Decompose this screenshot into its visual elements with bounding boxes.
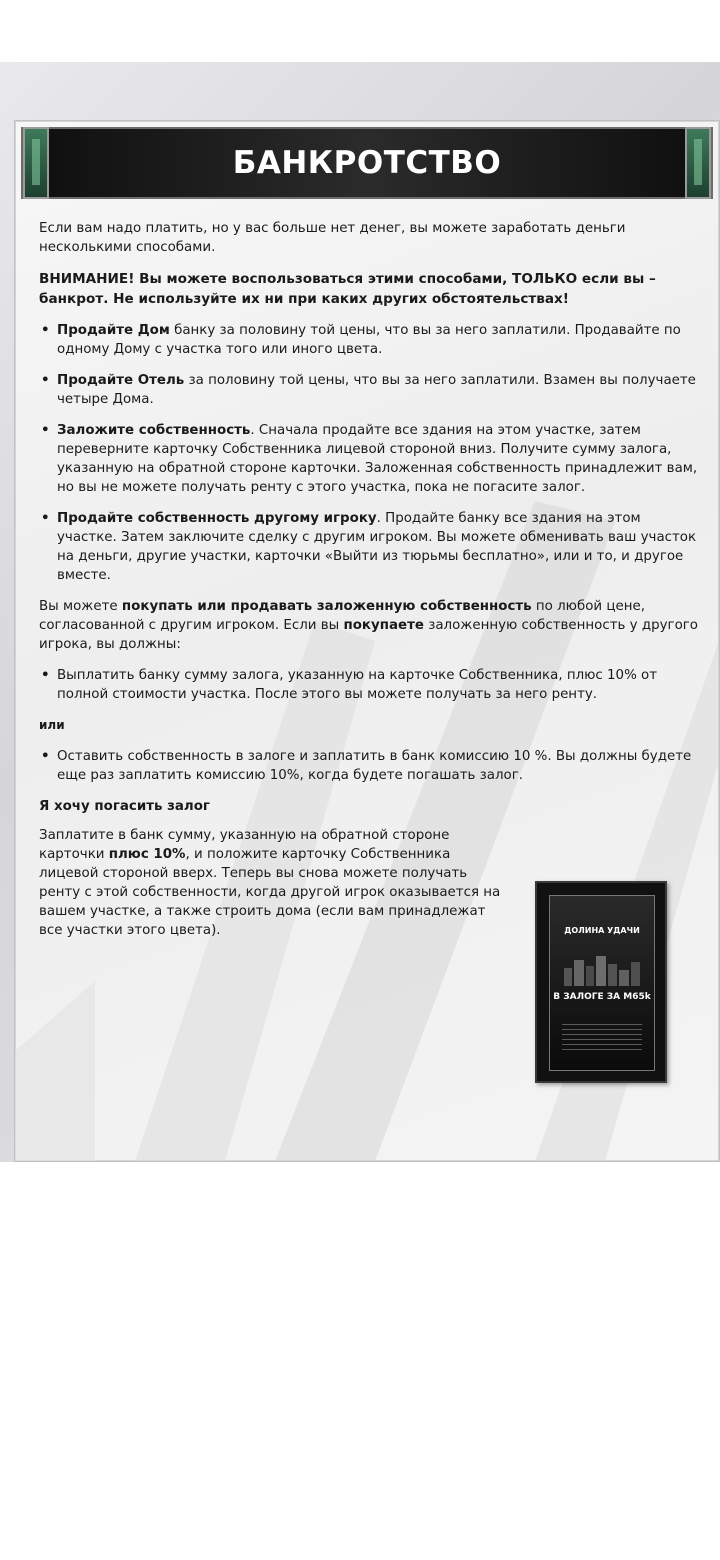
bold-run: плюс 10% bbox=[108, 847, 186, 862]
list-item bbox=[39, 371, 699, 409]
text-run: Заплатите в банк сумму, указанную на обратной стороне карточки bbox=[39, 828, 450, 862]
bold-run: покупать или продавать заложенную собственность bbox=[121, 599, 532, 614]
method-text: . Продайте банку все здания на этом участке. Затем заключите сделку с другим игроком. Вы можете обменивать ваш участок на деньги, другие участки, карточки «Выйти из тюрьмы бесплатно», или и то, и другое вместе. bbox=[57, 511, 697, 583]
text-run: заложенную собственность у другого игрока, вы должны: bbox=[39, 618, 698, 652]
list-item bbox=[39, 321, 699, 359]
rulebook-page bbox=[14, 120, 720, 1162]
text-run: , и положите карточку Собственника лицевой стороной вверх. Теперь вы снова можете получать ренту с этой собственности, когда другой игрок оказывается на вашем участке, а также строить дома (если вам принадлежат все участки этого цвета). bbox=[39, 847, 501, 938]
method-text: . Сначала продайте все здания на этом участке, затем переверните карточку Собственника лицевой стороной вниз. Получите сумму залога, указанную на обратной стороне карточки. Заложенная собственность принадлежит вам, но вы не можете получать ренту с этого участка, пока не погасите залог. bbox=[57, 423, 698, 495]
card-fine-print bbox=[562, 1024, 642, 1054]
card-mortgage-label: В ЗАЛОГЕ ЗА М65k bbox=[553, 992, 651, 1002]
bold-run: покупаете bbox=[343, 618, 424, 633]
or-label: или bbox=[39, 718, 65, 732]
rules-text bbox=[39, 219, 699, 952]
method-text: за половину той цены, что вы за него заплатили. Взамен вы получаете четыре Дома. bbox=[57, 373, 696, 407]
section-title: БАНКРОТСТВО bbox=[232, 145, 502, 181]
method-title: Заложите собственность bbox=[57, 423, 251, 438]
redeem-heading: Я хочу погасить залог bbox=[39, 799, 210, 814]
mortgaged-property-card-image bbox=[535, 881, 667, 1083]
option-list-2 bbox=[39, 747, 699, 785]
option-list-1 bbox=[39, 666, 699, 704]
text-run: по любой цене, согласованной с другим игроком. Если вы bbox=[39, 599, 645, 633]
top-bar bbox=[0, 0, 720, 62]
method-title: Продайте Дом bbox=[57, 323, 170, 338]
mortgage-paragraph bbox=[39, 597, 699, 654]
method-text: банку за половину той цены, что вы за него заплатили. Продавайте по одному Дому с участка того или иного цвета. bbox=[57, 323, 681, 357]
redeem-paragraph bbox=[39, 826, 509, 940]
banner-left-cap bbox=[23, 127, 49, 199]
list-item bbox=[39, 421, 699, 497]
card-face bbox=[549, 895, 655, 1071]
methods-list bbox=[39, 321, 699, 585]
method-title: Продайте Отель bbox=[57, 373, 185, 388]
skyline-graphic bbox=[560, 954, 644, 986]
list-item bbox=[39, 509, 699, 585]
intro-paragraph: Если вам надо платить, но у вас больше нет денег, вы можете заработать деньги несколькими способами. bbox=[39, 221, 626, 255]
list-item: • Выплатить банку сумму залога, указанную на карточке Собственника, плюс 10% от полной стоимости участка. После этого вы можете получать за него ренту. bbox=[39, 666, 699, 704]
card-property-name: ДОЛИНА УДАЧИ bbox=[564, 926, 640, 935]
method-title: Продайте собственность другому игроку bbox=[57, 511, 377, 526]
warning-paragraph: ВНИМАНИЕ! Вы можете воспользоваться этими способами, ТОЛЬКО если вы – банкрот. Не используйте их ни при каких других обстоятельствах! bbox=[39, 271, 656, 307]
text-run: Вы можете bbox=[39, 599, 122, 614]
banner-right-cap bbox=[685, 127, 711, 199]
section-banner bbox=[21, 127, 713, 199]
list-item: • Оставить собственность в залоге и заплатить в банк комиссию 10 %. Вы должны будете еще раз заплатить комиссию 10%, когда будете погашать залог. bbox=[39, 747, 699, 785]
